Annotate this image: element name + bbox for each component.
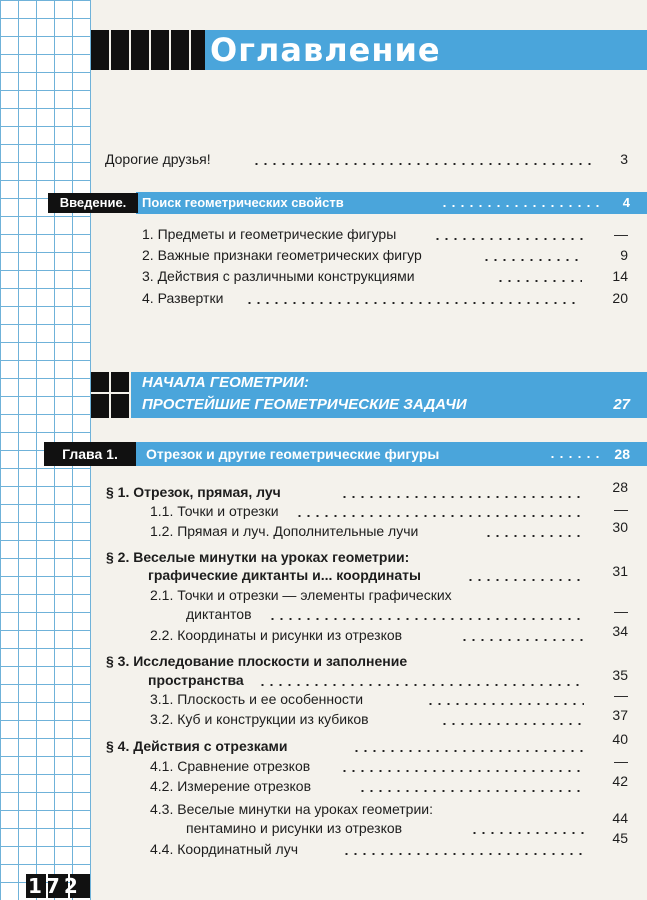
- leader-dots: [466, 579, 584, 581]
- section-title: § 3. Исследование плоскости и заполнение: [106, 653, 408, 669]
- part-block: [91, 372, 109, 392]
- toc-item-cont: пентамино и рисунки из отрезков: [186, 820, 403, 836]
- toc-item: 1. Предметы и геометрические фигуры: [142, 226, 397, 242]
- part-title-line1: НАЧАЛА ГЕОМЕТРИИ:: [142, 374, 309, 391]
- section-page: 28: [612, 479, 628, 495]
- chapter-title: Отрезок и другие геометрические фигуры: [146, 446, 440, 462]
- toc-entry-label: Дорогие друзья!: [105, 151, 211, 167]
- introduction-title: Поиск геометрических свойств: [142, 195, 344, 210]
- toc-item-page: 30: [612, 519, 628, 535]
- leader-dots: [440, 723, 584, 725]
- introduction-label: Введение.: [48, 193, 138, 213]
- toc-item-page: —: [614, 226, 628, 242]
- toc-item-page: —: [614, 603, 628, 619]
- part-block: [91, 394, 109, 418]
- toc-item-page: —: [614, 753, 628, 769]
- toc-item: 2. Важные признаки геометрических фигур: [142, 247, 422, 263]
- section-title-cont: пространства: [148, 672, 244, 688]
- leader-dots: [340, 496, 585, 498]
- section-title: § 1. Отрезок, прямая, луч: [106, 484, 281, 500]
- toc-item-page: 44: [612, 810, 628, 826]
- toc-entry-page: 3: [620, 151, 628, 167]
- header-block: [111, 30, 129, 70]
- header-block: [171, 30, 189, 70]
- header-block: [131, 30, 149, 70]
- toc-item: 3.2. Куб и конструкции из кубиков: [150, 711, 369, 727]
- page-number: 172: [28, 874, 82, 898]
- leader-dots: [460, 639, 584, 641]
- leader-dots: [548, 456, 600, 458]
- toc-item-page: 42: [612, 773, 628, 789]
- leader-dots: [482, 259, 582, 261]
- section-title: § 4. Действия с отрезками: [106, 738, 288, 754]
- part-page: 27: [613, 396, 630, 413]
- introduction-page: 4: [622, 195, 630, 210]
- leader-dots: [245, 302, 580, 304]
- leader-dots: [426, 703, 584, 705]
- leader-dots: [358, 790, 584, 792]
- toc-item: 4.4. Координатный луч: [150, 841, 299, 857]
- toc-item-page: 37: [612, 707, 628, 723]
- header-block: [191, 30, 205, 70]
- toc-item-page: —: [614, 501, 628, 517]
- toc-item: 3. Действия с различными конструкциями: [142, 268, 415, 284]
- section-page: 35: [612, 667, 628, 683]
- leader-dots: [340, 770, 584, 772]
- toc-item-page: —: [614, 687, 628, 703]
- leader-dots: [470, 832, 584, 834]
- section-title-cont: графические диктанты и... координаты: [148, 567, 421, 583]
- leader-dots: [268, 618, 584, 620]
- leader-dots: [295, 515, 585, 517]
- leader-dots: [433, 238, 583, 240]
- chapter-label: Глава 1.: [44, 442, 136, 466]
- part-title-line2: ПРОСТЕЙШИЕ ГЕОМЕТРИЧЕСКИЕ ЗАДАЧИ: [142, 396, 467, 413]
- header-block: [91, 30, 109, 70]
- part-block: [111, 372, 129, 392]
- chapter-page: 28: [614, 446, 630, 462]
- toc-item: 2.1. Точки и отрезки — элементы графических: [150, 587, 452, 603]
- leader-dots: [484, 535, 584, 537]
- toc-item-page: 9: [620, 247, 628, 263]
- leader-dots: [258, 684, 584, 686]
- toc-item-page: 20: [612, 290, 628, 306]
- toc-item: 1.2. Прямая и луч. Дополнительные лучи: [150, 523, 419, 539]
- toc-item-page: 45: [612, 830, 628, 846]
- leader-dots: [342, 853, 584, 855]
- leader-dots: [496, 280, 582, 282]
- toc-item: 1.1. Точки и отрезки: [150, 503, 279, 519]
- leader-dots: [352, 750, 584, 752]
- leader-dots: [252, 163, 592, 165]
- header-block: [151, 30, 169, 70]
- section-page: 31: [612, 563, 628, 579]
- toc-item: 4.3. Веселые минутки на уроках геометрии:: [150, 801, 433, 817]
- part-block: [111, 394, 129, 418]
- toc-item: 4.1. Сравнение отрезков: [150, 758, 311, 774]
- toc-item: 4.2. Измерение отрезков: [150, 778, 312, 794]
- toc-item: 3.1. Плоскость и ее особенности: [150, 691, 364, 707]
- toc-item-page: 14: [612, 268, 628, 284]
- toc-item: 2.2. Координаты и рисунки из отрезков: [150, 627, 403, 643]
- toc-item: 4. Развертки: [142, 290, 224, 306]
- leader-dots: [440, 205, 600, 207]
- section-title: § 2. Веселые минутки на уроках геометрии:: [106, 549, 410, 565]
- page-title: Оглавление: [210, 31, 441, 69]
- section-page: 40: [612, 731, 628, 747]
- toc-item-cont: диктантов: [186, 606, 252, 622]
- toc-item-page: 34: [612, 623, 628, 639]
